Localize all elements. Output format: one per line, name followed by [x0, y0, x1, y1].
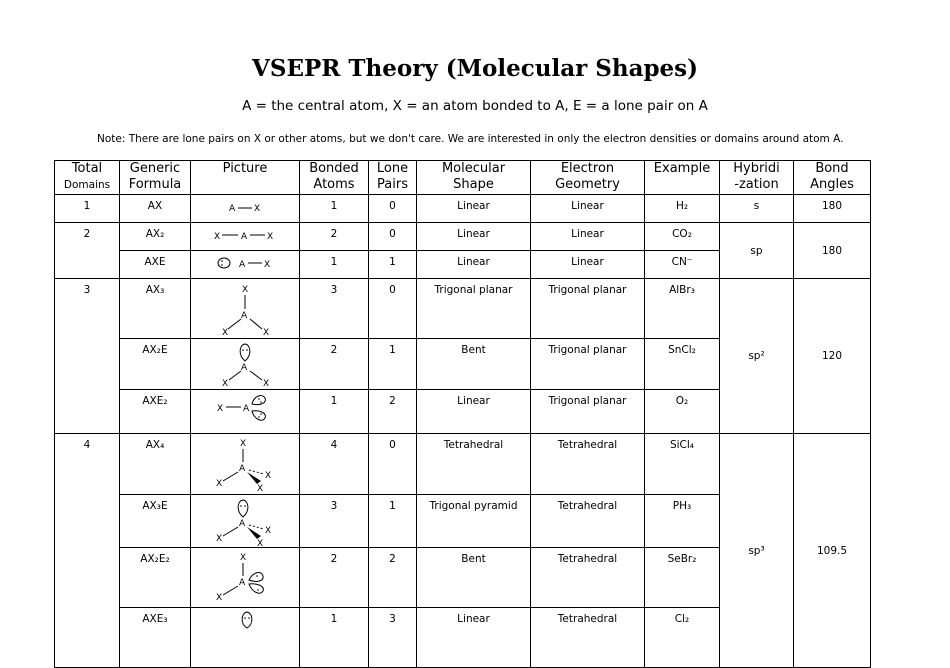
- atom-label: A: [241, 311, 248, 321]
- formula-cell: AXE₂: [120, 390, 191, 434]
- atom-label: A: [241, 232, 248, 242]
- bond-angles-cell: 120: [794, 279, 871, 434]
- atom-label: X: [263, 328, 270, 338]
- header-picture: Picture: [191, 161, 300, 195]
- molecule-picture: [191, 608, 300, 668]
- formula-cell: AXE₃: [120, 608, 191, 668]
- bonded-atoms-cell: 1: [300, 608, 369, 668]
- table-row: [55, 195, 871, 223]
- atom-label: X: [254, 204, 261, 214]
- atom-label: A: [239, 260, 246, 270]
- atom-label: X: [265, 526, 272, 536]
- molecule-picture: [191, 390, 300, 434]
- table-row: [55, 434, 871, 495]
- molecule-picture: [191, 251, 300, 279]
- molecular-shape-cell: Linear: [417, 608, 531, 668]
- formula-cell: AXE: [120, 251, 191, 279]
- atom-label: X: [216, 534, 223, 544]
- example-cell: SnCl₂: [645, 339, 720, 390]
- lone-pairs-cell: 0: [369, 279, 417, 339]
- lone-pairs-cell: 1: [369, 495, 417, 548]
- bonded-atoms-cell: 1: [300, 195, 369, 223]
- bonded-atoms-cell: 1: [300, 251, 369, 279]
- example-cell: SiCl₄: [645, 434, 720, 495]
- molecular-shape-cell: Trigonal pyramid: [417, 495, 531, 548]
- total-domains-cell: 3: [55, 279, 120, 434]
- atom-label: A: [243, 404, 250, 414]
- atom-label: A: [241, 363, 248, 373]
- total-domains-cell: 2: [55, 223, 120, 279]
- molecular-shape-cell: Linear: [417, 223, 531, 251]
- page-subtitle: A = the central atom, X = an atom bonded to A, E = a lone pair on A: [242, 98, 708, 114]
- atom-label: X: [263, 379, 270, 389]
- table-row: [55, 223, 871, 251]
- molecular-shape-cell: Linear: [417, 251, 531, 279]
- formula-cell: AX₂E₂: [120, 548, 191, 608]
- electron-geometry-cell: Tetrahedral: [531, 495, 645, 548]
- bonded-atoms-cell: 2: [300, 339, 369, 390]
- header-total-domains: Total Domains: [55, 161, 120, 195]
- atom-label: X: [222, 328, 229, 338]
- atom-label: X: [240, 553, 247, 563]
- molecule-picture: [191, 495, 300, 548]
- note-text: Note: There are lone pairs on X or other atoms, but we don't care. We are interested in only the electron densities or domains around atom A.: [97, 133, 844, 145]
- formula-cell: AX: [120, 195, 191, 223]
- atom-label: A: [229, 204, 236, 214]
- formula-cell: AX₄: [120, 434, 191, 495]
- bond-angles-cell: 180: [794, 223, 871, 279]
- atom-label: X: [264, 260, 271, 270]
- header-molecular-shape: Molecular Shape: [417, 161, 531, 195]
- atom-label: X: [257, 484, 264, 494]
- lone-pairs-cell: 2: [369, 390, 417, 434]
- table-row: [55, 279, 871, 339]
- bonded-atoms-cell: 2: [300, 548, 369, 608]
- bonded-atoms-cell: 4: [300, 434, 369, 495]
- atom-label: X: [257, 539, 264, 547]
- header-bonded-atoms: Bonded Atoms: [300, 161, 369, 195]
- hybridization-cell: sp²: [720, 279, 794, 434]
- example-cell: SeBr₂: [645, 548, 720, 608]
- atom-label: A: [239, 464, 246, 474]
- total-domains-cell: 4: [55, 434, 120, 668]
- total-domains-cell: 1: [55, 195, 120, 223]
- molecule-picture: [191, 339, 300, 390]
- example-cell: H₂: [645, 195, 720, 223]
- molecule-picture: [191, 434, 300, 495]
- lone-pairs-cell: 0: [369, 223, 417, 251]
- atom-label: X: [216, 479, 223, 489]
- header-row: [55, 161, 871, 195]
- vsepr-table: [54, 160, 871, 668]
- molecule-picture: [191, 548, 300, 608]
- electron-geometry-cell: Linear: [531, 223, 645, 251]
- lone-pairs-cell: 1: [369, 251, 417, 279]
- formula-cell: AX₃E: [120, 495, 191, 548]
- example-cell: O₂: [645, 390, 720, 434]
- molecule-picture: [191, 195, 300, 223]
- electron-geometry-cell: Linear: [531, 251, 645, 279]
- bonded-atoms-cell: 3: [300, 279, 369, 339]
- header-lone-pairs: Lone Pairs: [369, 161, 417, 195]
- formula-cell: AX₂E: [120, 339, 191, 390]
- lone-pairs-cell: 2: [369, 548, 417, 608]
- header-generic-formula: Generic Formula: [120, 161, 191, 195]
- bond-angles-cell: 180: [794, 195, 871, 223]
- atom-label: X: [265, 471, 272, 481]
- molecule-picture: [191, 223, 300, 251]
- atom-label: X: [242, 285, 249, 295]
- electron-geometry-cell: Tetrahedral: [531, 434, 645, 495]
- lone-pairs-cell: 3: [369, 608, 417, 668]
- hybridization-cell: sp³: [720, 434, 794, 668]
- atom-label: X: [216, 593, 223, 603]
- molecular-shape-cell: Bent: [417, 548, 531, 608]
- example-cell: CN⁻: [645, 251, 720, 279]
- molecular-shape-cell: Trigonal planar: [417, 279, 531, 339]
- hybridization-cell: s: [720, 195, 794, 223]
- header-bond-angles: Bond Angles: [794, 161, 871, 195]
- hybridization-cell: sp: [720, 223, 794, 279]
- formula-cell: AX₂: [120, 223, 191, 251]
- example-cell: CO₂: [645, 223, 720, 251]
- electron-geometry-cell: Linear: [531, 195, 645, 223]
- atom-label: X: [217, 404, 224, 414]
- example-cell: AlBr₃: [645, 279, 720, 339]
- atom-label: A: [239, 519, 246, 529]
- example-cell: Cl₂: [645, 608, 720, 668]
- header-hybridization: Hybridi -zation: [720, 161, 794, 195]
- bonded-atoms-cell: 3: [300, 495, 369, 548]
- header-electron-geometry: Electron Geometry: [531, 161, 645, 195]
- bond-angles-cell: 109.5: [794, 434, 871, 668]
- molecular-shape-cell: Linear: [417, 195, 531, 223]
- atom-label: X: [222, 379, 229, 389]
- electron-geometry-cell: Tetrahedral: [531, 548, 645, 608]
- lone-pairs-cell: 1: [369, 339, 417, 390]
- bonded-atoms-cell: 1: [300, 390, 369, 434]
- electron-geometry-cell: Trigonal planar: [531, 390, 645, 434]
- electron-geometry-cell: Trigonal planar: [531, 279, 645, 339]
- molecule-picture: [191, 279, 300, 339]
- lone-pairs-cell: 0: [369, 195, 417, 223]
- page-title: VSEPR Theory (Molecular Shapes): [251, 55, 699, 82]
- atom-label: X: [214, 232, 221, 242]
- atom-label: X: [267, 232, 274, 242]
- electron-geometry-cell: Tetrahedral: [531, 608, 645, 668]
- molecular-shape-cell: Tetrahedral: [417, 434, 531, 495]
- atom-label: A: [239, 578, 246, 588]
- atom-label: X: [240, 439, 247, 449]
- electron-geometry-cell: Trigonal planar: [531, 339, 645, 390]
- bonded-atoms-cell: 2: [300, 223, 369, 251]
- formula-cell: AX₃: [120, 279, 191, 339]
- molecular-shape-cell: Linear: [417, 390, 531, 434]
- example-cell: PH₃: [645, 495, 720, 548]
- header-example: Example: [645, 161, 720, 195]
- molecular-shape-cell: Bent: [417, 339, 531, 390]
- lone-pairs-cell: 0: [369, 434, 417, 495]
